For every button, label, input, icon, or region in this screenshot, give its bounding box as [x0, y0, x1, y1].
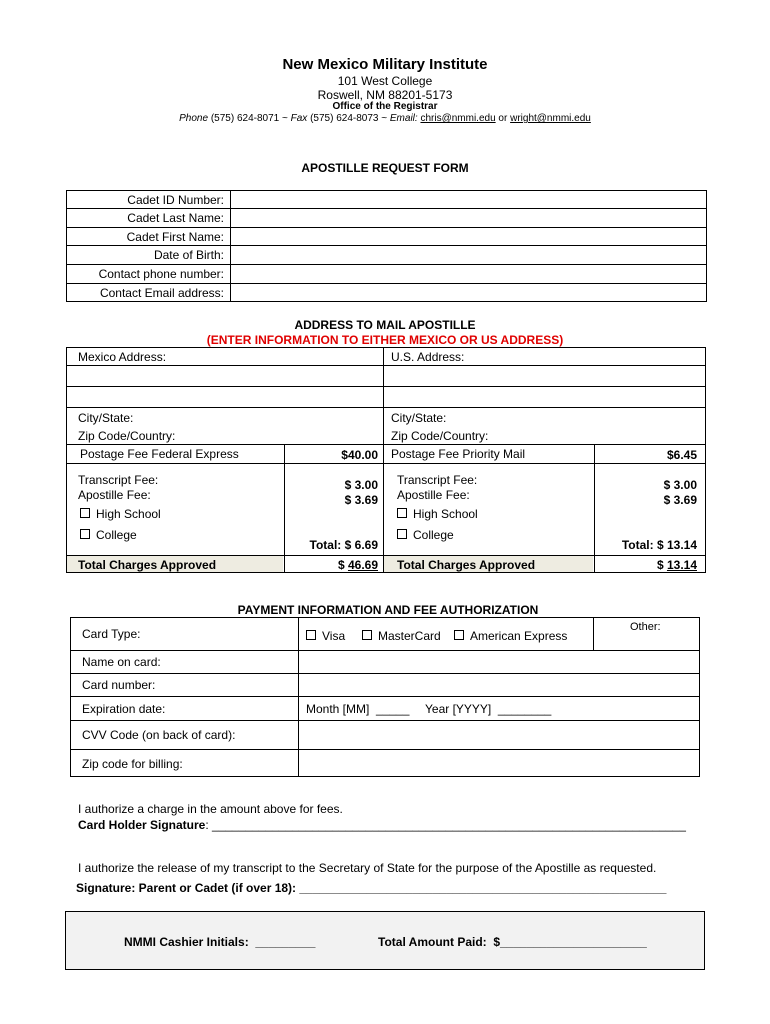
expiration-year-field[interactable]: Year [YYYY] ________ — [425, 702, 552, 716]
mexico-city-state-label: City/State: — [78, 411, 134, 425]
us-college-option[interactable]: College — [397, 528, 454, 542]
mexico-zip-country-label: Zip Code/Country: — [78, 429, 176, 443]
fax-number: (575) 624-8073 ~ — [310, 113, 388, 124]
form-title: APOSTILLE REQUEST FORM — [301, 161, 469, 175]
us-address-field[interactable] — [387, 367, 702, 405]
address-line-2: Roswell, NM 88201-5173 — [317, 88, 453, 102]
fax-label: Fax — [290, 113, 308, 124]
address-section-note: (ENTER INFORMATION TO EITHER MEXICO OR US ADDRESS) — [206, 333, 564, 347]
mexico-transcript-label: Transcript Fee: — [78, 473, 159, 487]
billing-zip-label: Zip code for billing: — [82, 757, 183, 771]
visa-option[interactable]: Visa — [306, 629, 345, 643]
charge-authorization-text: I authorize a charge in the amount above for fees. — [78, 802, 343, 816]
us-transcript-label: Transcript Fee: — [397, 473, 478, 487]
mexico-postage-fee: $40.00 — [341, 448, 378, 462]
us-total: Total: $ 13.14 — [621, 538, 697, 552]
us-postage-fee: $6.45 — [666, 448, 697, 462]
mexico-address-heading: Mexico Address: — [78, 350, 167, 364]
parent-cadet-signature-line[interactable]: Signature: Parent or Cadet (if over 18): _______________________________________________________ — [76, 881, 667, 895]
card-number-field[interactable] — [302, 676, 696, 694]
other-card-label: Other: — [630, 621, 661, 633]
mexico-apostille-label: Apostille Fee: — [78, 488, 151, 502]
address-section-title: ADDRESS TO MAIL APOSTILLE — [294, 318, 476, 332]
billing-zip-field[interactable] — [302, 752, 696, 775]
amex-option[interactable]: American Express — [454, 629, 567, 643]
contact-line — [0, 113, 770, 124]
mexico-approved-amount: $ 46.69 — [337, 558, 378, 572]
total-amount-paid-field[interactable]: Total Amount Paid: $______________________ — [378, 935, 647, 949]
name-on-card-label: Name on card: — [82, 655, 161, 669]
mastercard-option[interactable]: MasterCard — [362, 629, 441, 643]
card-holder-label: Card Holder Signature — [78, 818, 206, 832]
us-apostille-fee: $ 3.69 — [663, 493, 697, 507]
us-high-school-option[interactable]: High School — [397, 507, 478, 521]
cadet-id-label: Cadet ID Number: — [127, 193, 224, 207]
email-link-1[interactable]: chris@nmmi.edu — [420, 113, 496, 124]
address-line-1: 101 West College — [337, 74, 433, 88]
dob-label: Date of Birth: — [153, 248, 224, 262]
first-name-field[interactable] — [236, 230, 702, 244]
checkbox-icon[interactable] — [306, 630, 316, 640]
mexico-address-field[interactable] — [70, 367, 380, 405]
mexico-apostille-fee: $ 3.69 — [344, 493, 378, 507]
dob-field[interactable] — [236, 248, 702, 262]
checkbox-icon[interactable] — [397, 508, 407, 518]
or-text: or — [498, 113, 508, 124]
checkbox-icon[interactable] — [397, 529, 407, 539]
cvv-label: CVV Code (on back of card): — [82, 728, 236, 742]
mexico-transcript-fee: $ 3.00 — [344, 478, 378, 492]
expiration-month-field[interactable]: Month [MM] _____ — [306, 702, 410, 716]
checkbox-icon[interactable] — [362, 630, 372, 640]
phone-field-label: Contact phone number: — [98, 267, 224, 281]
checkbox-icon[interactable] — [80, 508, 90, 518]
phone-label: Phone — [179, 113, 209, 124]
email-link-2[interactable]: wright@nmmi.edu — [510, 113, 591, 124]
contact-email-field[interactable] — [236, 286, 702, 300]
release-authorization-text: I authorize the release of my transcript to the Secretary of State for the purpose of the Apostille as requested. — [78, 861, 657, 875]
card-number-label: Card number: — [82, 678, 156, 692]
us-apostille-label: Apostille Fee: — [397, 488, 470, 502]
us-address-heading: U.S. Address: — [391, 350, 465, 364]
name-on-card-field[interactable] — [302, 653, 696, 671]
institution-name: New Mexico Military Institute — [282, 56, 488, 73]
expiration-label: Expiration date: — [82, 702, 166, 716]
payment-section-title: PAYMENT INFORMATION AND FEE AUTHORIZATION — [237, 603, 539, 617]
checkbox-icon[interactable] — [454, 630, 464, 640]
us-approved-amount: $ 13.14 — [656, 558, 697, 572]
mexico-total: Total: $ 6.69 — [309, 538, 378, 552]
cvv-field[interactable] — [302, 723, 696, 747]
last-name-field[interactable] — [236, 211, 702, 225]
us-city-state-label: City/State: — [391, 411, 447, 425]
contact-phone-field[interactable] — [236, 267, 702, 281]
email-field-label: Contact Email address: — [99, 286, 224, 300]
phone-number: (575) 624-8071 ~ — [210, 113, 288, 124]
mexico-college-option[interactable]: College — [80, 528, 137, 542]
mexico-high-school-option[interactable]: High School — [80, 507, 161, 521]
card-holder-signature-line[interactable]: Card Holder Signature: _______________________________________________________________________ — [78, 818, 686, 832]
mexico-approved-label: Total Charges Approved — [78, 558, 217, 572]
other-card-field[interactable] — [596, 634, 698, 648]
card-type-label: Card Type: — [82, 627, 141, 641]
cadet-id-field[interactable] — [236, 193, 702, 207]
us-postage-label: Postage Fee Priority Mail — [391, 447, 526, 461]
us-approved-label: Total Charges Approved — [397, 558, 536, 572]
email-label: Email: — [389, 113, 418, 124]
cashier-initials-field[interactable]: NMMI Cashier Initials: _________ — [124, 935, 316, 949]
checkbox-icon[interactable] — [80, 529, 90, 539]
us-zip-country-label: Zip Code/Country: — [391, 429, 489, 443]
last-name-label: Cadet Last Name: — [127, 211, 224, 225]
us-transcript-fee: $ 3.00 — [663, 478, 697, 492]
first-name-label: Cadet First Name: — [126, 230, 224, 244]
office-name: Office of the Registrar — [332, 101, 438, 112]
mexico-postage-label: Postage Fee Federal Express — [80, 447, 239, 461]
